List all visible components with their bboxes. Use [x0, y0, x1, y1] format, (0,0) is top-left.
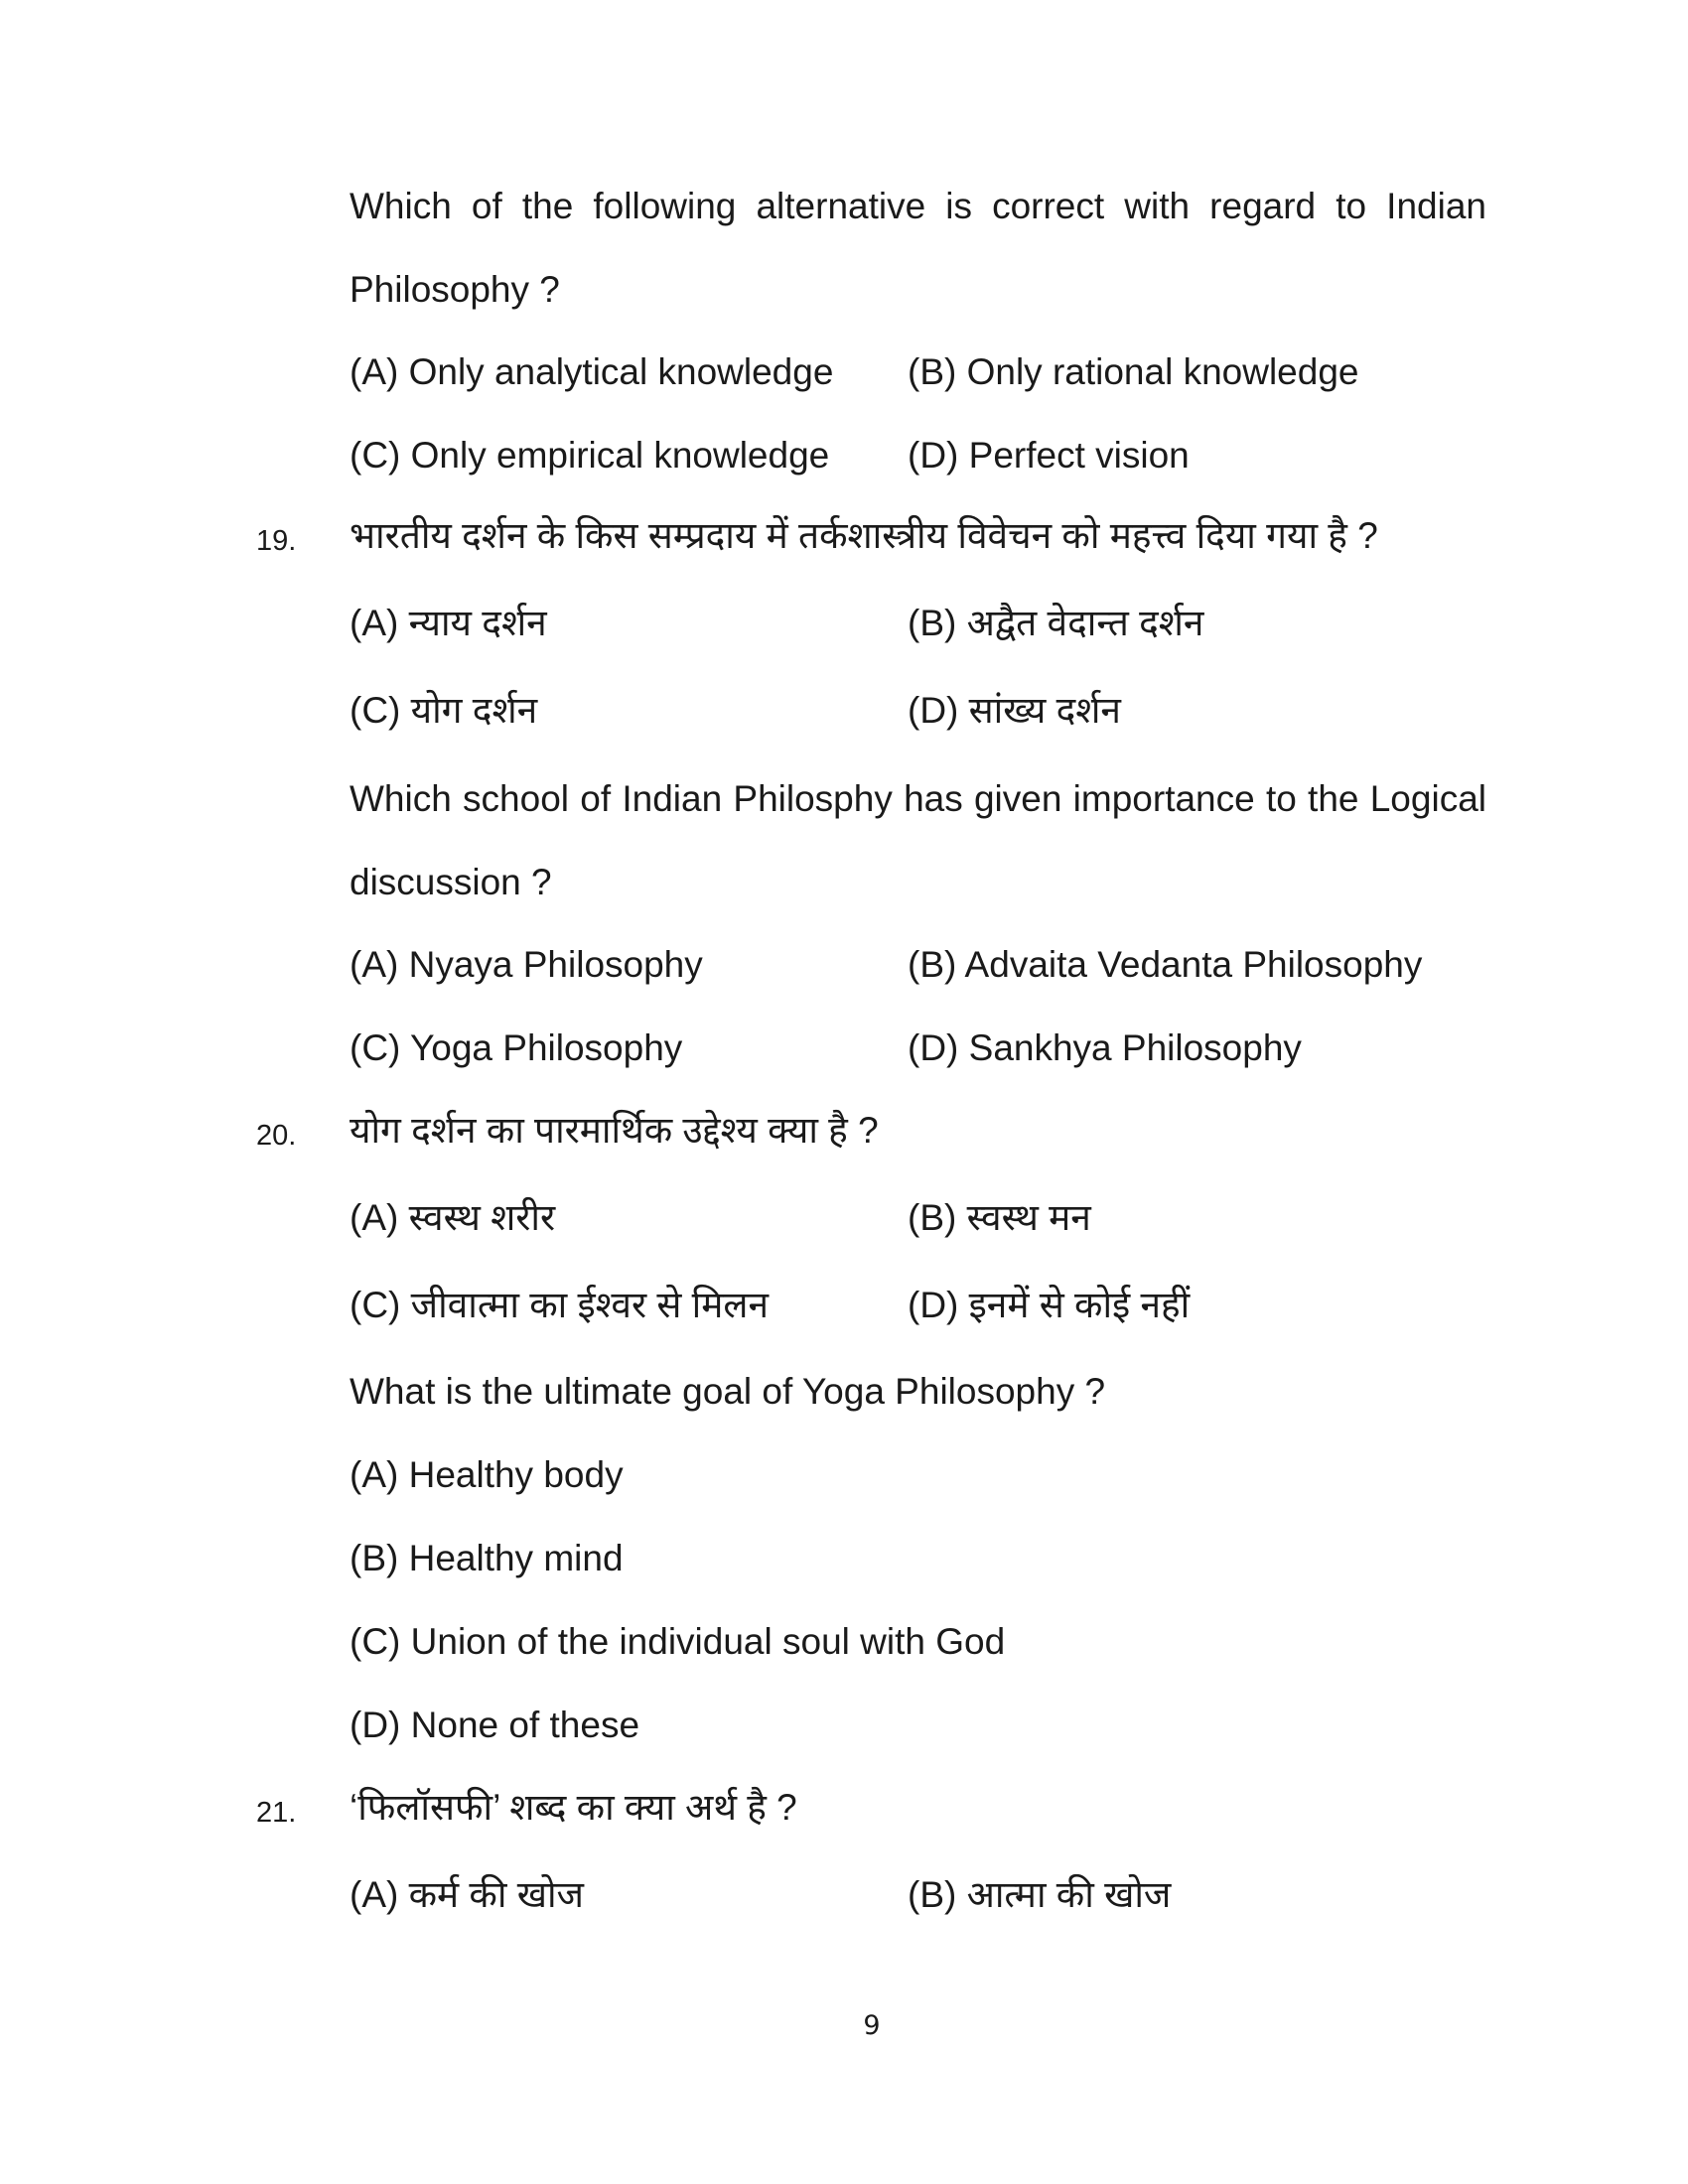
question-18-option-d-en: (D) Perfect vision: [908, 435, 1190, 476]
question-18-english-line-1: Which of the following alternative is correct with regard to Indian: [350, 186, 1486, 226]
question-19-option-c-en: (C) Yoga Philosophy: [350, 1027, 683, 1068]
question-19-hindi: भारतीय दर्शन के किस सम्प्रदाय में तर्कशास्त्रीय विवेचन को महत्त्व दिया गया है ?: [350, 515, 1378, 556]
question-20-option-a-en: (A) Healthy body: [350, 1454, 624, 1495]
question-20-option-b-hi: (B) स्वस्थ मन: [908, 1197, 1091, 1238]
question-19-option-d-hi: (D) सांख्य दर्शन: [908, 690, 1121, 731]
question-20-option-d-en: (D) None of these: [350, 1705, 640, 1745]
question-19-option-b-en: (B) Advaita Vedanta Philosophy: [908, 944, 1423, 985]
question-19-english-line-1: Which school of Indian Philosphy has given importance to the Logical: [350, 778, 1486, 819]
question-20-option-d-hi: (D) इनमें से कोई नहीं: [908, 1285, 1191, 1325]
question-18-option-a-en: (A) Only analytical knowledge: [350, 351, 834, 392]
question-20-number: 20.: [256, 1120, 297, 1152]
question-19-option-c-hi: (C) योग दर्शन: [350, 690, 538, 731]
question-19-english-line-2: discussion ?: [350, 862, 552, 902]
question-18-option-b-en: (B) Only rational knowledge: [908, 351, 1359, 392]
question-21-option-b-hi: (B) आत्मा की खोज: [908, 1874, 1172, 1915]
page-number: 9: [863, 2010, 881, 2041]
question-20-option-b-en: (B) Healthy mind: [350, 1538, 624, 1578]
question-19-option-b-hi: (B) अद्वैत वेदान्त दर्शन: [908, 603, 1204, 643]
question-20-hindi: योग दर्शन का पारमार्थिक उद्देश्य क्या है ?: [350, 1110, 879, 1151]
question-20-english: What is the ultimate goal of Yoga Philosophy ?: [350, 1371, 1106, 1412]
question-21-hindi: ‘फिलॉसफी’ शब्द का क्या अर्थ है ?: [350, 1787, 797, 1828]
question-18-english-line-2: Philosophy ?: [350, 269, 560, 310]
question-21-option-a-hi: (A) कर्म की खोज: [350, 1874, 585, 1915]
question-20-option-c-en: (C) Union of the individual soul with God: [350, 1621, 1006, 1662]
question-19-option-a-en: (A) Nyaya Philosophy: [350, 944, 703, 985]
question-19-option-d-en: (D) Sankhya Philosophy: [908, 1027, 1302, 1068]
question-20-option-c-hi: (C) जीवात्मा का ईश्वर से मिलन: [350, 1285, 769, 1325]
question-18-option-c-en: (C) Only empirical knowledge: [350, 435, 830, 476]
question-19-number: 19.: [256, 525, 297, 557]
question-20-option-a-hi: (A) स्वस्थ शरीर: [350, 1197, 556, 1238]
question-21-number: 21.: [256, 1797, 297, 1829]
question-19-option-a-hi: (A) न्याय दर्शन: [350, 603, 547, 643]
